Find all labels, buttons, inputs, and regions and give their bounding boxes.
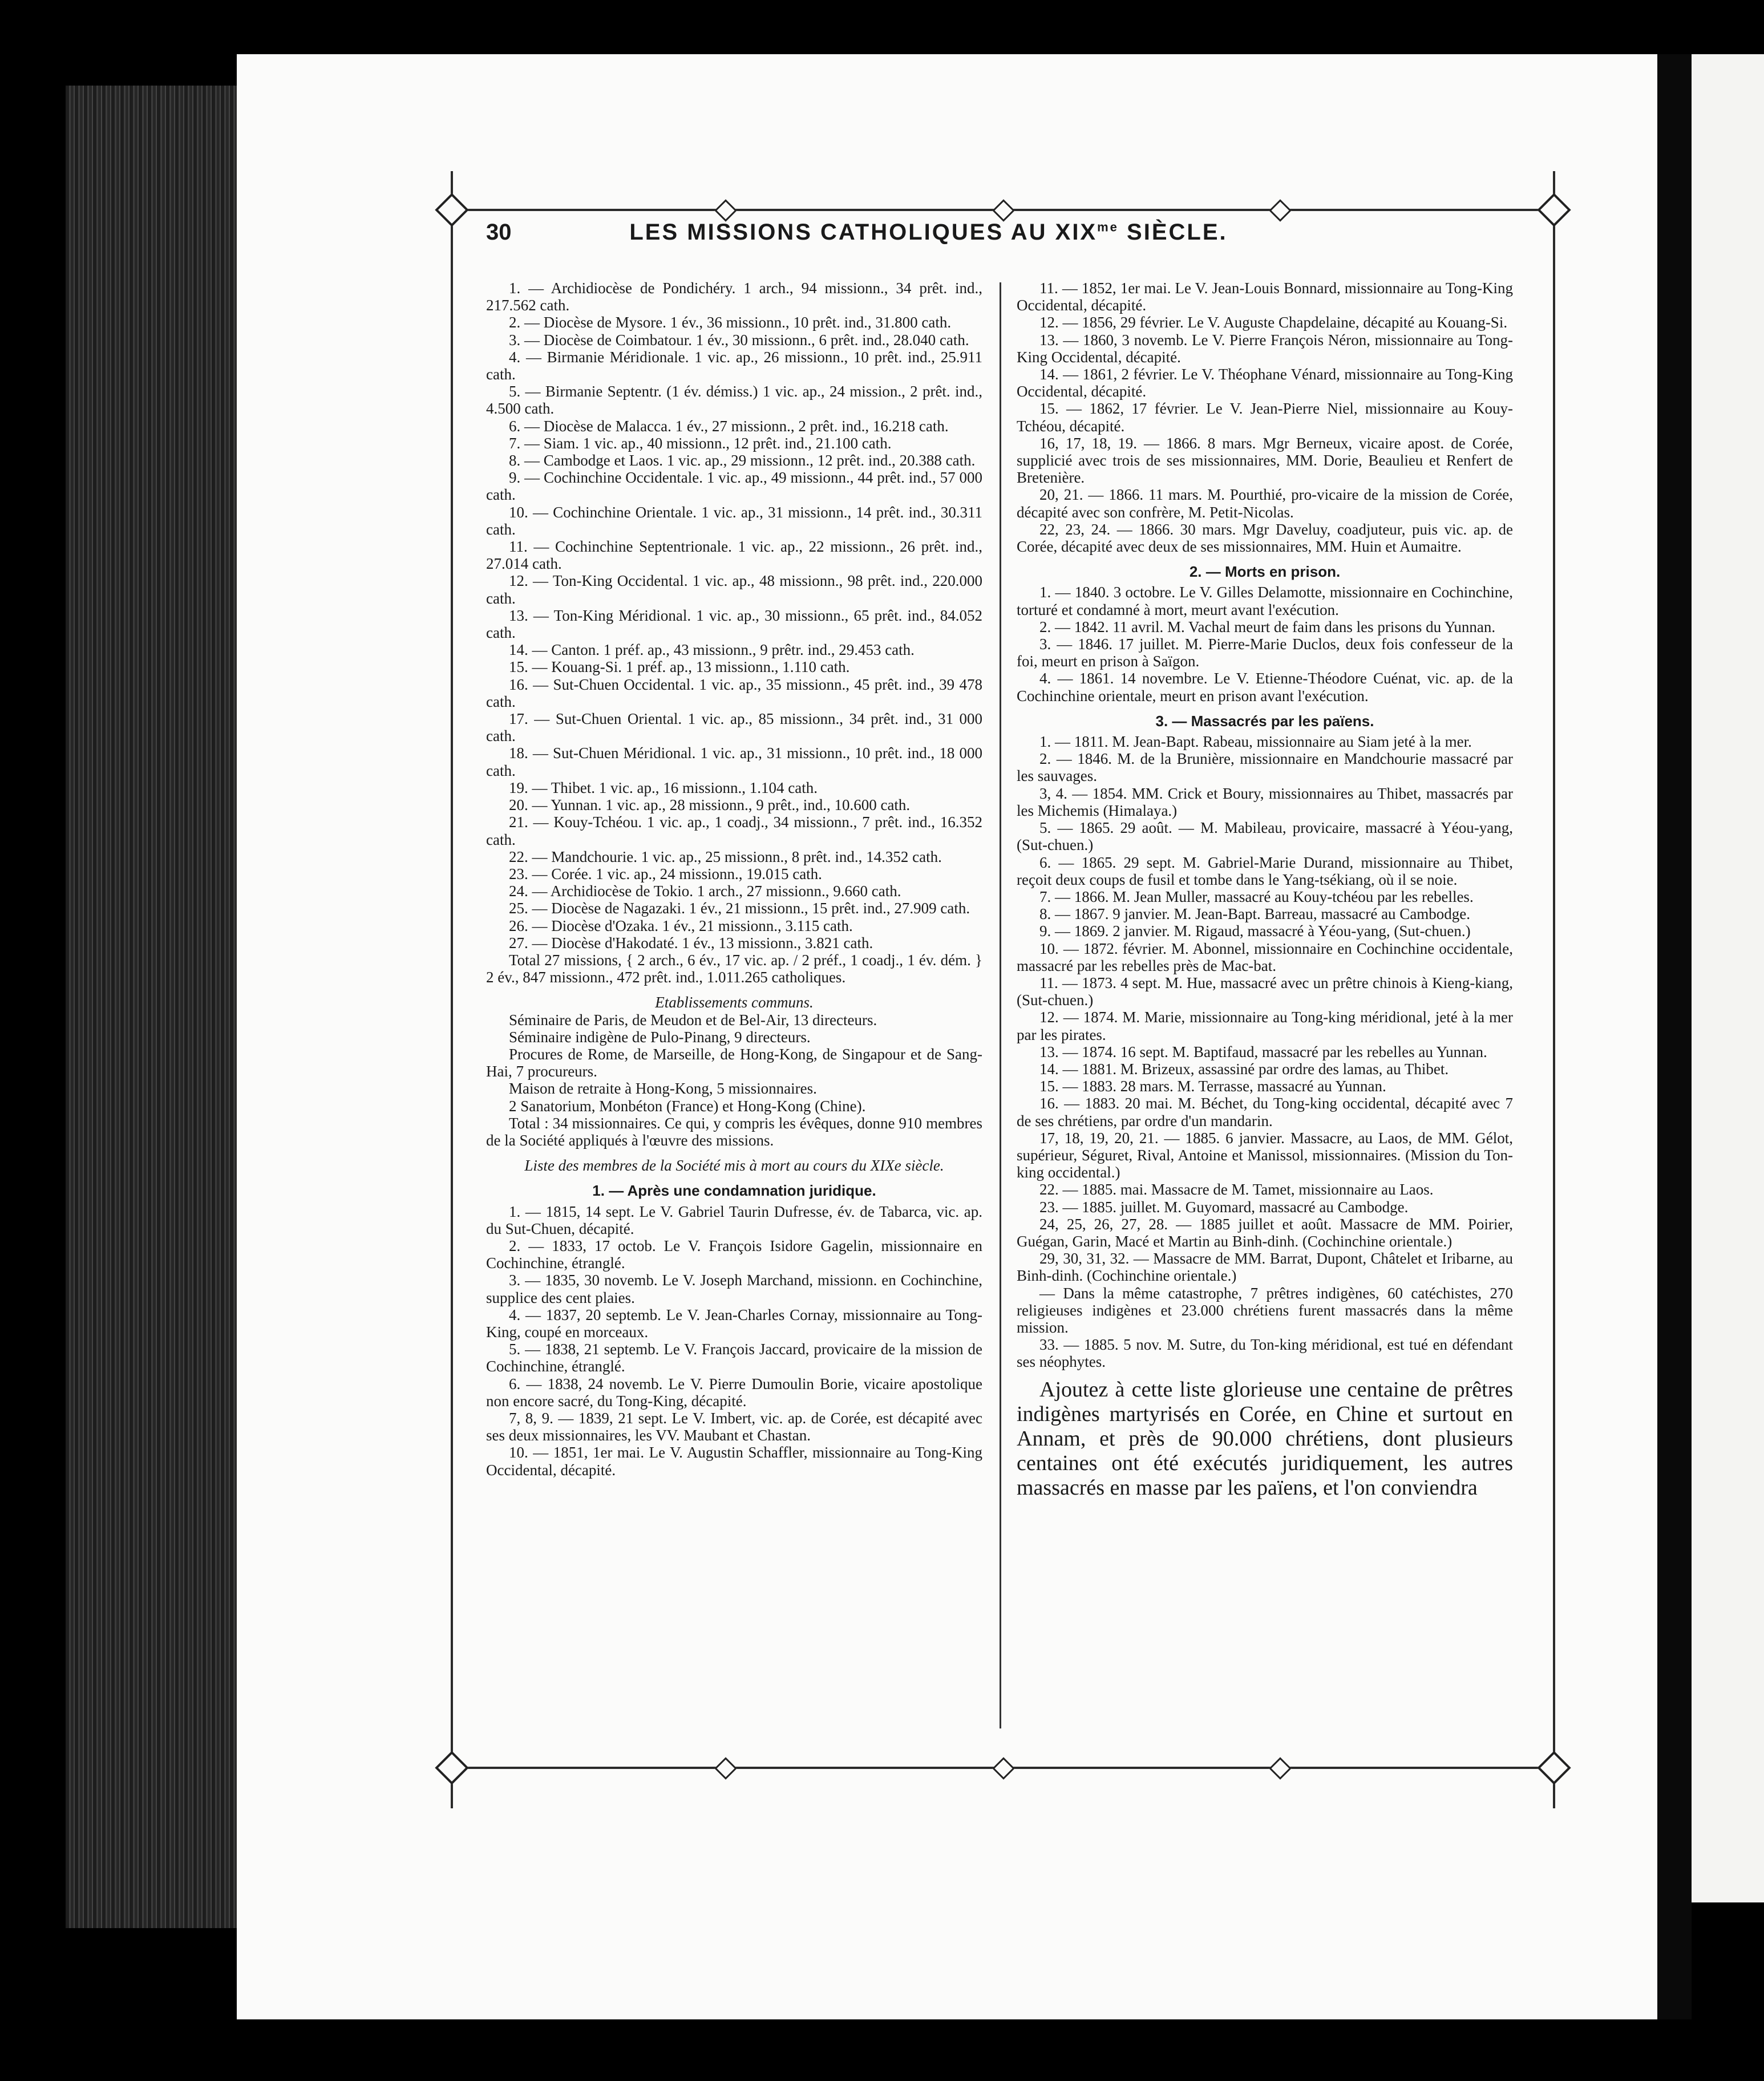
list-entry: 17, 18, 19, 20, 21. — 1885. 6 janvier. Massacre, au Laos, de MM. Gélot, supérieur, Séguret, Rival, Antoine et Manissol, missionnaires. (Mission du Ton-king occidental.): [1017, 1129, 1513, 1181]
list-entry: 5. — 1838, 21 septemb. Le V. François Jaccard, provicaire de la mission de Cochinchine, étranglé.: [486, 1341, 982, 1375]
list-entry: 7. — Siam. 1 vic. ap., 40 missionn., 12 prêt. ind., 21.100 cath.: [509, 434, 892, 452]
list-entry: 18. — Sut-Chuen Méridional. 1 vic. ap., 31 missionn., 10 prêt. ind., 18 000 cath.: [486, 744, 982, 779]
list-entry: 2. — 1842. 11 avril. M. Vachal meurt de faim dans les prisons du Yunnan.: [1039, 618, 1496, 635]
list-entry: 25. — Diocèse de Nagazaki. 1 év., 21 missionn., 15 prêt. ind., 27.909 cath.: [509, 900, 970, 917]
section-heading: 2. — Morts en prison.: [1189, 563, 1341, 581]
list-entry: 1. — 1811. M. Jean-Bapt. Rabeau, missionnaire au Siam jeté à la mer.: [1039, 733, 1472, 751]
list-entry: 14. — 1861, 2 février. Le V. Théophane Vénard, missionnaire au Tong-King Occidental, décapité.: [1017, 366, 1513, 400]
list-entry: 16, 17, 18, 19. — 1866. 8 mars. Mgr Berneux, vicaire apost. de Corée, supplicié avec trois de ses missionnaires, MM. Dorie, Beaulieu et Renfert de Bretenière.: [1017, 434, 1513, 487]
list-entry: 2. — 1846. M. de la Brunière, missionnaire en Mandchourie massacré par les sauvages.: [1017, 750, 1513, 785]
right-column: [1017, 280, 1513, 1500]
list-entry: 27. — Diocèse d'Hakodaté. 1 év., 13 missionn., 3.821 cath.: [509, 934, 873, 952]
italic-heading: Liste des membres de la Société mis à mort au cours du XIXe siècle.: [524, 1157, 944, 1175]
list-entry: 5. — Birmanie Septentr. (1 év. démiss.) 1 vic. ap., 24 mission., 2 prêt. ind., 4.500 cath.: [486, 383, 982, 418]
list-entry: 14. — 1881. M. Brizeux, assassiné par ordre des lamas, au Thibet.: [1039, 1060, 1449, 1078]
list-entry: Séminaire de Paris, de Meudon et de Bel-Air, 13 directeurs.: [509, 1011, 877, 1029]
list-entry: 7, 8, 9. — 1839, 21 sept. Le V. Imbert, vic. ap. de Corée, est décapité avec ses deux missionnaires, les VV. Maubant et Chastan.: [486, 1410, 982, 1444]
list-entry: — Dans la même catastrophe, 7 prêtres indigènes, 60 catéchistes, 270 religieuses indigènes et 23.000 chrétiens furent massacrés dans la même mission.: [1017, 1284, 1513, 1336]
list-entry: 8. — 1867. 9 janvier. M. Jean-Bapt. Barreau, massacré au Cambodge.: [1039, 905, 1471, 923]
next-page-edge: [1692, 54, 1764, 1902]
list-entry: 6. — 1838, 24 novemb. Le V. Pierre Dumoulin Borie, vicaire apostolique non encore sacré, du Tong-King, décapité.: [486, 1375, 982, 1410]
list-entry: 8. — Cambodge et Laos. 1 vic. ap., 29 missionn., 12 prêt. ind., 20.388 cath.: [509, 452, 976, 469]
list-entry: 9. — 1869. 2 janvier. M. Rigaud, massacré à Yéou-yang, (Sut-chuen.): [1039, 922, 1471, 940]
list-entry: 11. — 1873. 4 sept. M. Hue, massacré avec un prêtre chinois à Kieng-kiang, (Sut-chuen.): [1017, 974, 1513, 1009]
list-entry: 22. — 1885. mai. Massacre de M. Tamet, missionnaire au Laos.: [1039, 1181, 1434, 1199]
running-head: [488, 220, 1369, 245]
list-entry: 5. — 1865. 29 août. — M. Mabileau, provicaire, massacré à Yéou-yang, (Sut-chuen.): [1017, 819, 1513, 854]
list-entry: 26. — Diocèse d'Ozaka. 1 év., 21 missionn., 3.115 cath.: [509, 917, 853, 934]
list-entry: 12. — 1874. M. Marie, missionnaire au Tong-king méridional, jeté à la mer par les pirates.: [1017, 1009, 1513, 1043]
list-entry: 10. — 1851, 1er mai. Le V. Augustin Schaffler, missionnaire au Tong-King Occidental, décapité.: [486, 1444, 982, 1479]
list-entry: 7. — 1866. M. Jean Muller, massacré au Kouy-tchéou par les rebelles.: [1039, 888, 1474, 905]
list-entry: 4. — Birmanie Méridionale. 1 vic. ap., 26 missionn., 10 prêt. ind., 25.911 cath.: [486, 348, 982, 383]
book-spine: [66, 86, 237, 1928]
list-entry: 22. — Mandchourie. 1 vic. ap., 25 missionn., 8 prêt. ind., 14.352 cath.: [509, 848, 942, 865]
list-entry: 13. — 1874. 16 sept. M. Baptifaud, massacré par les rebelles au Yunnan.: [1039, 1043, 1487, 1060]
list-entry: 29, 30, 31, 32. — Massacre de MM. Barrat, Dupont, Châtelet et Iribarne, au Binh-dinh. (Cochinchine orientale.): [1017, 1250, 1513, 1285]
list-entry: 21. — Kouy-Tchéou. 1 vic. ap., 1 coadj., 34 missionn., 7 prêt. ind., 16.352 cath.: [486, 813, 982, 848]
list-entry: Séminaire indigène de Pulo-Pinang, 9 directeurs.: [509, 1028, 811, 1046]
list-entry: 24. — Archidiocèse de Tokio. 1 arch., 27 missionn., 9.660 cath.: [509, 882, 901, 900]
frame-right-rule: [1553, 171, 1555, 1808]
list-entry: 2. — 1833, 17 octob. Le V. François Isidore Gagelin, missionnaire en Cochinchine, étranglé.: [486, 1237, 982, 1272]
list-entry: 6. — 1865. 29 sept. M. Gabriel-Marie Durand, missionnaire au Thibet, reçoit deux coups de fusil et tombe dans le Yang-tsékiang, où il se noie.: [1017, 853, 1513, 888]
list-entry: 2 Sanatorium, Monbéton (France) et Hong-Kong (Chine).: [509, 1097, 866, 1115]
list-entry: 3, 4. — 1854. MM. Crick et Boury, missionnaires au Thibet, massacrés par les Michemis (Himalaya.): [1017, 784, 1513, 819]
list-entry: 14. — Canton. 1 préf. ap., 43 missionn., 9 prêtr. ind., 29.453 cath.: [509, 641, 915, 659]
list-entry: 3. — Diocèse de Coimbatour. 1 év., 30 missionn., 6 prêt. ind., 28.040 cath.: [509, 331, 969, 349]
section-heading: 3. — Massacrés par les païens.: [1155, 712, 1374, 730]
list-entry: 1. — Archidiocèse de Pondichéry. 1 arch., 94 missionn., 34 prêt. ind., 217.562 cath.: [486, 280, 982, 314]
list-entry: 11. — Cochinchine Septentrionale. 1 vic. ap., 22 missionn., 26 prêt. ind., 27.014 cath.: [486, 538, 982, 573]
list-entry: 3. — 1835, 30 novemb. Le V. Joseph Marchand, missionn. en Cochinchine, supplice des cent plaies.: [486, 1272, 982, 1306]
section-heading: 1. — Après une condamnation juridique.: [592, 1182, 876, 1200]
list-entry: 6. — Diocèse de Malacca. 1 év., 27 missionn., 2 prêt. ind., 16.218 cath.: [509, 417, 949, 435]
list-entry: 19. — Thibet. 1 vic. ap., 16 missionn., 1.104 cath.: [509, 779, 818, 796]
list-entry: 22, 23, 24. — 1866. 30 mars. Mgr Daveluy, coadjuteur, puis vic. ap. de Corée, décapité avec deux de ses missionnaires, MM. Huin et Aumaitre.: [1017, 520, 1513, 556]
list-entry: 20, 21. — 1866. 11 mars. M. Pourthié, pro-vicaire de la mission de Corée, décapité avec son confrère, M. Petit-Nicolas.: [1017, 486, 1513, 521]
frame-left-rule: [451, 171, 453, 1808]
page-gutter: [1657, 54, 1692, 2019]
list-entry: 4. — 1837, 20 septemb. Le V. Jean-Charles Cornay, missionnaire au Tong-King, coupé en morceaux.: [486, 1306, 982, 1341]
list-entry: 16. — Sut-Chuen Occidental. 1 vic. ap., 35 missionn., 45 prêt. ind., 39 478 cath.: [486, 675, 982, 710]
list-entry: 15. — Kouang-Si. 1 préf. ap., 13 missionn., 1.110 cath.: [509, 658, 850, 676]
page-number: 30: [486, 220, 512, 245]
list-entry: 12. — Ton-King Occidental. 1 vic. ap., 48 missionn., 98 prêt. ind., 220.000 cath.: [486, 572, 982, 607]
list-entry: 20. — Yunnan. 1 vic. ap., 28 missionn., 9 prêt., ind., 10.600 cath.: [509, 796, 911, 814]
column-divider: [1000, 282, 1001, 1728]
list-entry: 13. — Ton-King Méridional. 1 vic. ap., 30 missionn., 65 prêt. ind., 84.052 cath.: [486, 606, 982, 642]
italic-heading: Etablissements communs.: [655, 994, 814, 1011]
list-entry: 16. — 1883. 20 mai. M. Béchet, du Tong-king occidental, décapité avec 7 de ses chrétiens, par ordre d'un mandarin.: [1017, 1095, 1513, 1129]
list-entry: 13. — 1860, 3 novemb. Le V. Pierre François Néron, missionnaire au Tong-King Occidental, décapité.: [1017, 331, 1513, 366]
list-entry: 1. — 1840. 3 octobre. Le V. Gilles Delamotte, missionnaire en Cochinchine, torturé et condamné à mort, meurt avant l'exécution.: [1017, 584, 1513, 618]
list-entry: 12. — 1856, 29 février. Le V. Auguste Chapdelaine, décapité au Kouang-Si.: [1039, 314, 1508, 331]
list-entry: Maison de retraite à Hong-Kong, 5 missionnaires.: [509, 1080, 817, 1098]
running-head-sup: me: [1097, 220, 1119, 234]
list-entry: 9. — Cochinchine Occidentale. 1 vic. ap., 49 missionn., 44 prêt. ind., 57 000 cath.: [486, 469, 982, 504]
list-entry: 23. — Corée. 1 vic. ap., 24 missionn., 19.015 cath.: [509, 865, 822, 882]
list-entry: Total : 34 missionnaires. Ce qui, y compris les évêques, donne 910 membres de la Société appliqués à l'œuvre des missions.: [486, 1114, 982, 1149]
closing-paragraph: Ajoutez à cette liste glorieuse une centaine de prêtres indigènes martyrisés en Corée, en Chine et surtout en Annam, et près de 90.000 chrétiens, dont plusieurs centaines ont été exécutés juridiquement, les autres massacrés en masse par les païens, et l'on conviendra: [1017, 1377, 1513, 1500]
list-entry: 4. — 1861. 14 novembre. Le V. Etienne-Théodore Cuénat, vic. ap. de la Cochinchine orientale, meurt en prison avant l'exécution.: [1017, 670, 1513, 705]
list-entry: Total 27 missions, { 2 arch., 6 év., 17 vic. ap. / 2 préf., 1 coadj., 1 év. dém. } 2 év., 847 missionn., 472 prêt. ind., 1.011.265 catholiques.: [486, 951, 982, 986]
list-entry: 10. — 1872. février. M. Abonnel, missionnaire en Cochinchine occidentale, massacré par les rebelles près de Mac-bat.: [1017, 940, 1513, 974]
list-entry: 10. — Cochinchine Orientale. 1 vic. ap., 31 missionn., 14 prêt. ind., 30.311 cath.: [486, 503, 982, 538]
list-entry: 23. — 1885. juillet. M. Guyomard, massacré au Cambodge.: [1039, 1198, 1409, 1216]
list-entry: 24, 25, 26, 27, 28. — 1885 juillet et août. Massacre de MM. Poirier, Guégan, Garin, Macé et Martin au Binh-dinh. (Cochinchine orientale.): [1017, 1215, 1513, 1250]
list-entry: 11. — 1852, 1er mai. Le V. Jean-Louis Bonnard, missionnaire au Tong-King Occidental, décapité.: [1017, 280, 1513, 314]
list-entry: 3. — 1846. 17 juillet. M. Pierre-Marie Duclos, deux fois confesseur de la foi, meurt en prison à Saïgon.: [1017, 635, 1513, 670]
list-entry: 2. — Diocèse de Mysore. 1 év., 36 missionn., 10 prêt. ind., 31.800 cath.: [509, 314, 952, 331]
list-entry: 15. — 1883. 28 mars. M. Terrasse, massacré au Yunnan.: [1039, 1078, 1386, 1095]
running-head-main: LES MISSIONS CATHOLIQUES AU XIX: [629, 220, 1098, 245]
list-entry: 17. — Sut-Chuen Oriental. 1 vic. ap., 85 missionn., 34 prêt. ind., 31 000 cath.: [486, 710, 982, 745]
running-head-end: SIÈCLE.: [1118, 220, 1228, 245]
list-entry: 15. — 1862, 17 février. Le V. Jean-Pierre Niel, missionnaire au Kouy-Tchéou, décapité.: [1017, 400, 1513, 435]
list-entry: Procures de Rome, de Marseille, de Hong-Kong, de Singapour et de Sang-Hai, 7 procureurs.: [486, 1045, 982, 1080]
left-column: [486, 280, 982, 1479]
list-entry: 1. — 1815, 14 sept. Le V. Gabriel Taurin Dufresse, év. de Tabarca, vic. ap. du Sut-Chuen, décapité.: [486, 1203, 982, 1237]
list-entry: 33. — 1885. 5 nov. M. Sutre, du Ton-king méridional, est tué en défendant ses néophytes.: [1017, 1336, 1513, 1371]
